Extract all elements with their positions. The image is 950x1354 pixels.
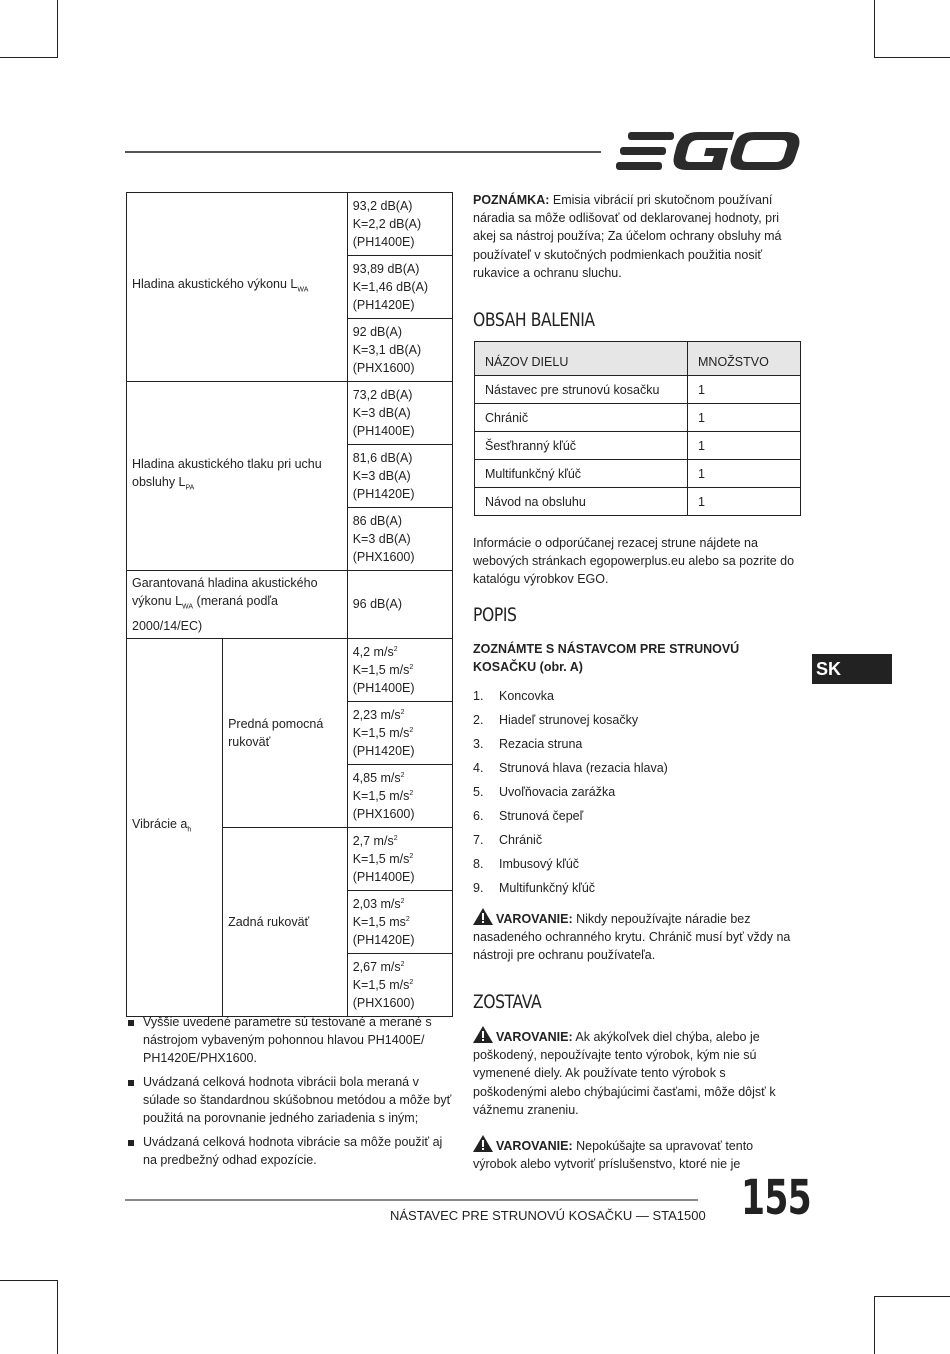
vibration-value: 2,67 $m/s^2$ K=1,5 $m/s^2$ (PHX1600): [347, 953, 452, 1016]
sound-pressure-value: 81,6 dB(A) K=3 dB(A) (PH1420E): [347, 445, 452, 508]
notes-list: [127, 1013, 457, 1175]
crop-mark: [874, 57, 950, 58]
specifications-table: [126, 192, 453, 1017]
table-row: Návod na obsluhu 1: [475, 488, 801, 516]
note-paragraph: POZNÁMKA: Emisia vibrácií pri skutočnom používaní náradia sa môže odlišovať od deklarovanej hodnoty, pri akej sa nástroj používa; Za účelom ochrany obsluhy má používateľ v skutočných podmienkach použitia nosiť rukavice a ochranu sluchu.: [473, 193, 782, 280]
vibration-value: 4,85 $m/s^2$ K=1,5 $m/s^2$ (PHX1600): [347, 764, 452, 827]
crop-mark: [874, 0, 875, 58]
popis-warning: VAROVANIE: Nikdy nepoužívajte náradie bez nasadeného ochranného krytu. Chránič musí byť vždy na nástroji pre ochranu používateľa.: [473, 908, 803, 965]
guaranteed-sound-value: 96 dB(A): [347, 571, 452, 639]
info-paragraph: Informácie o odporúčanej rezacej strune nájdete na webových stránkach egopowerplus.eu alebo sa pozrite do katalógu výrobkov EGO.: [473, 536, 795, 587]
guaranteed-sound-label: Garantovaná hladina akustického výkonu $L_{WA}$ (meraná podľa 2000/14/EC): [127, 571, 348, 639]
sound-power-label: Hladina akustického výkonu $L_{WA}$: [127, 193, 348, 382]
list-item: 9. Multifunkčný kľúč: [473, 881, 596, 895]
crop-mark: [874, 1296, 950, 1297]
vibration-value: 2,23 $m/s^2$ K=1,5 $m/s^2$ (PH1420E): [347, 701, 452, 764]
language-tab: SK: [812, 654, 892, 684]
zostava-heading: ZOSTAVA: [473, 991, 542, 1013]
popis-subheading: ZOZNÁMTE S NÁSTAVCOM PRE STRUNOVÚ KOSAČKU (obr. A): [473, 642, 740, 675]
ego-logo: [616, 130, 802, 172]
list-item: 8. Imbusový kľúč: [473, 857, 580, 871]
list-item: Uvádzaná celková hodnota vibrácii bola meraná v súlade so štandardnou skúšobnou metódou a môže byť použitá na porovnanie jedného zariadenia s iným;: [127, 1073, 457, 1127]
list-item: 7. Chránič: [473, 833, 543, 847]
warning-icon: [473, 908, 493, 925]
footer-title: NÁSTAVEC PRE STRUNOVÚ KOSAČKU — STA1500: [390, 1208, 706, 1223]
list-item: 1. Koncovka: [473, 689, 554, 703]
crop-mark: [57, 0, 58, 58]
list-item: 3. Rezacia struna: [473, 737, 583, 751]
zostava-warning-2: VAROVANIE: Nepokúšajte sa upravovať tento výrobok alebo vytvoriť príslušenstvo, ktoré nie je: [473, 1135, 778, 1173]
warning-icon: [473, 1026, 493, 1043]
parts-list: [473, 686, 668, 902]
zostava-warning-1: VAROVANIE: Ak akýkoľvek diel chýba, alebo je poškodený, nepoužívajte tento výrobok, kým nie sú vymenené diely. Ak používate tento výrobok s poškodenými alebo chýbajúcimi časťami, môže dôjsť k vážnemu zraneniu.: [473, 1026, 778, 1119]
crop-mark: [0, 1280, 58, 1281]
page-number: 155: [741, 1170, 811, 1226]
vibration-value: 4,2 $m/s^2$ K=1,5 $m/s^2$ (PH1400E): [347, 638, 452, 701]
warning-icon: [473, 1135, 493, 1152]
list-item: Uvádzaná celková hodnota vibrácie sa môže použiť aj na predbežný odhad expozície.: [127, 1133, 457, 1169]
column-header: NÁZOV DIELU: [475, 342, 688, 376]
front-handle-label: Predná pomocná rukoväť: [223, 638, 348, 827]
package-table: [474, 341, 801, 516]
list-item: 4. Strunová hlava (rezacia hlava): [473, 761, 668, 775]
footer-rule: [125, 1199, 698, 1201]
crop-mark: [0, 57, 58, 58]
vibration-value: 2,03 $m/s^2$ K=1,5 $ms^2$ (PH1420E): [347, 890, 452, 953]
vibration-label: Vibrácie $a_h$: [127, 638, 223, 1016]
list-item: 6. Strunová čepeľ: [473, 809, 584, 823]
popis-heading: POPIS: [473, 604, 517, 626]
package-heading: OBSAH BALENIA: [473, 309, 595, 331]
table-row: Šesťhranný kľúč 1: [475, 432, 801, 460]
list-item: 2. Hiadeľ strunovej kosačky: [473, 713, 639, 727]
sound-pressure-value: 86 dB(A) K=3 dB(A) (PHX1600): [347, 508, 452, 571]
sound-pressure-value: 73,2 dB(A) K=3 dB(A) (PH1400E): [347, 382, 452, 445]
rear-handle-label: Zadná rukoväť: [223, 827, 348, 1016]
table-row: Multifunkčný kľúč 1: [475, 460, 801, 488]
table-row: Chránič 1: [475, 404, 801, 432]
sound-power-value: 93,2 dB(A) K=2,2 dB(A) (PH1400E): [347, 193, 452, 256]
sound-power-value: 92 dB(A) K=3,1 dB(A) (PHX1600): [347, 319, 452, 382]
list-item: Vyššie uvedené parametre sú testované a merané s nástrojom vybaveným pohonnou hlavou PH1400E/ PH1420E/PHX1600.: [127, 1013, 457, 1067]
column-header: MNOŽSTVO: [688, 342, 801, 376]
table-row: Nástavec pre strunovú kosačku 1: [475, 376, 801, 404]
header-rule: [125, 151, 601, 153]
vibration-value: 2,7 $m/s^2$ K=1,5 $m/s^2$ (PH1400E): [347, 827, 452, 890]
crop-mark: [57, 1280, 58, 1354]
sound-power-value: 93,89 dB(A) K=1,46 dB(A) (PH1420E): [347, 256, 452, 319]
list-item: 5. Uvoľňovacia zarážka: [473, 785, 616, 799]
crop-mark: [874, 1296, 875, 1354]
sound-pressure-label: Hladina akustického tlaku pri uchu obsluhy $L_{PA}$: [127, 382, 348, 571]
